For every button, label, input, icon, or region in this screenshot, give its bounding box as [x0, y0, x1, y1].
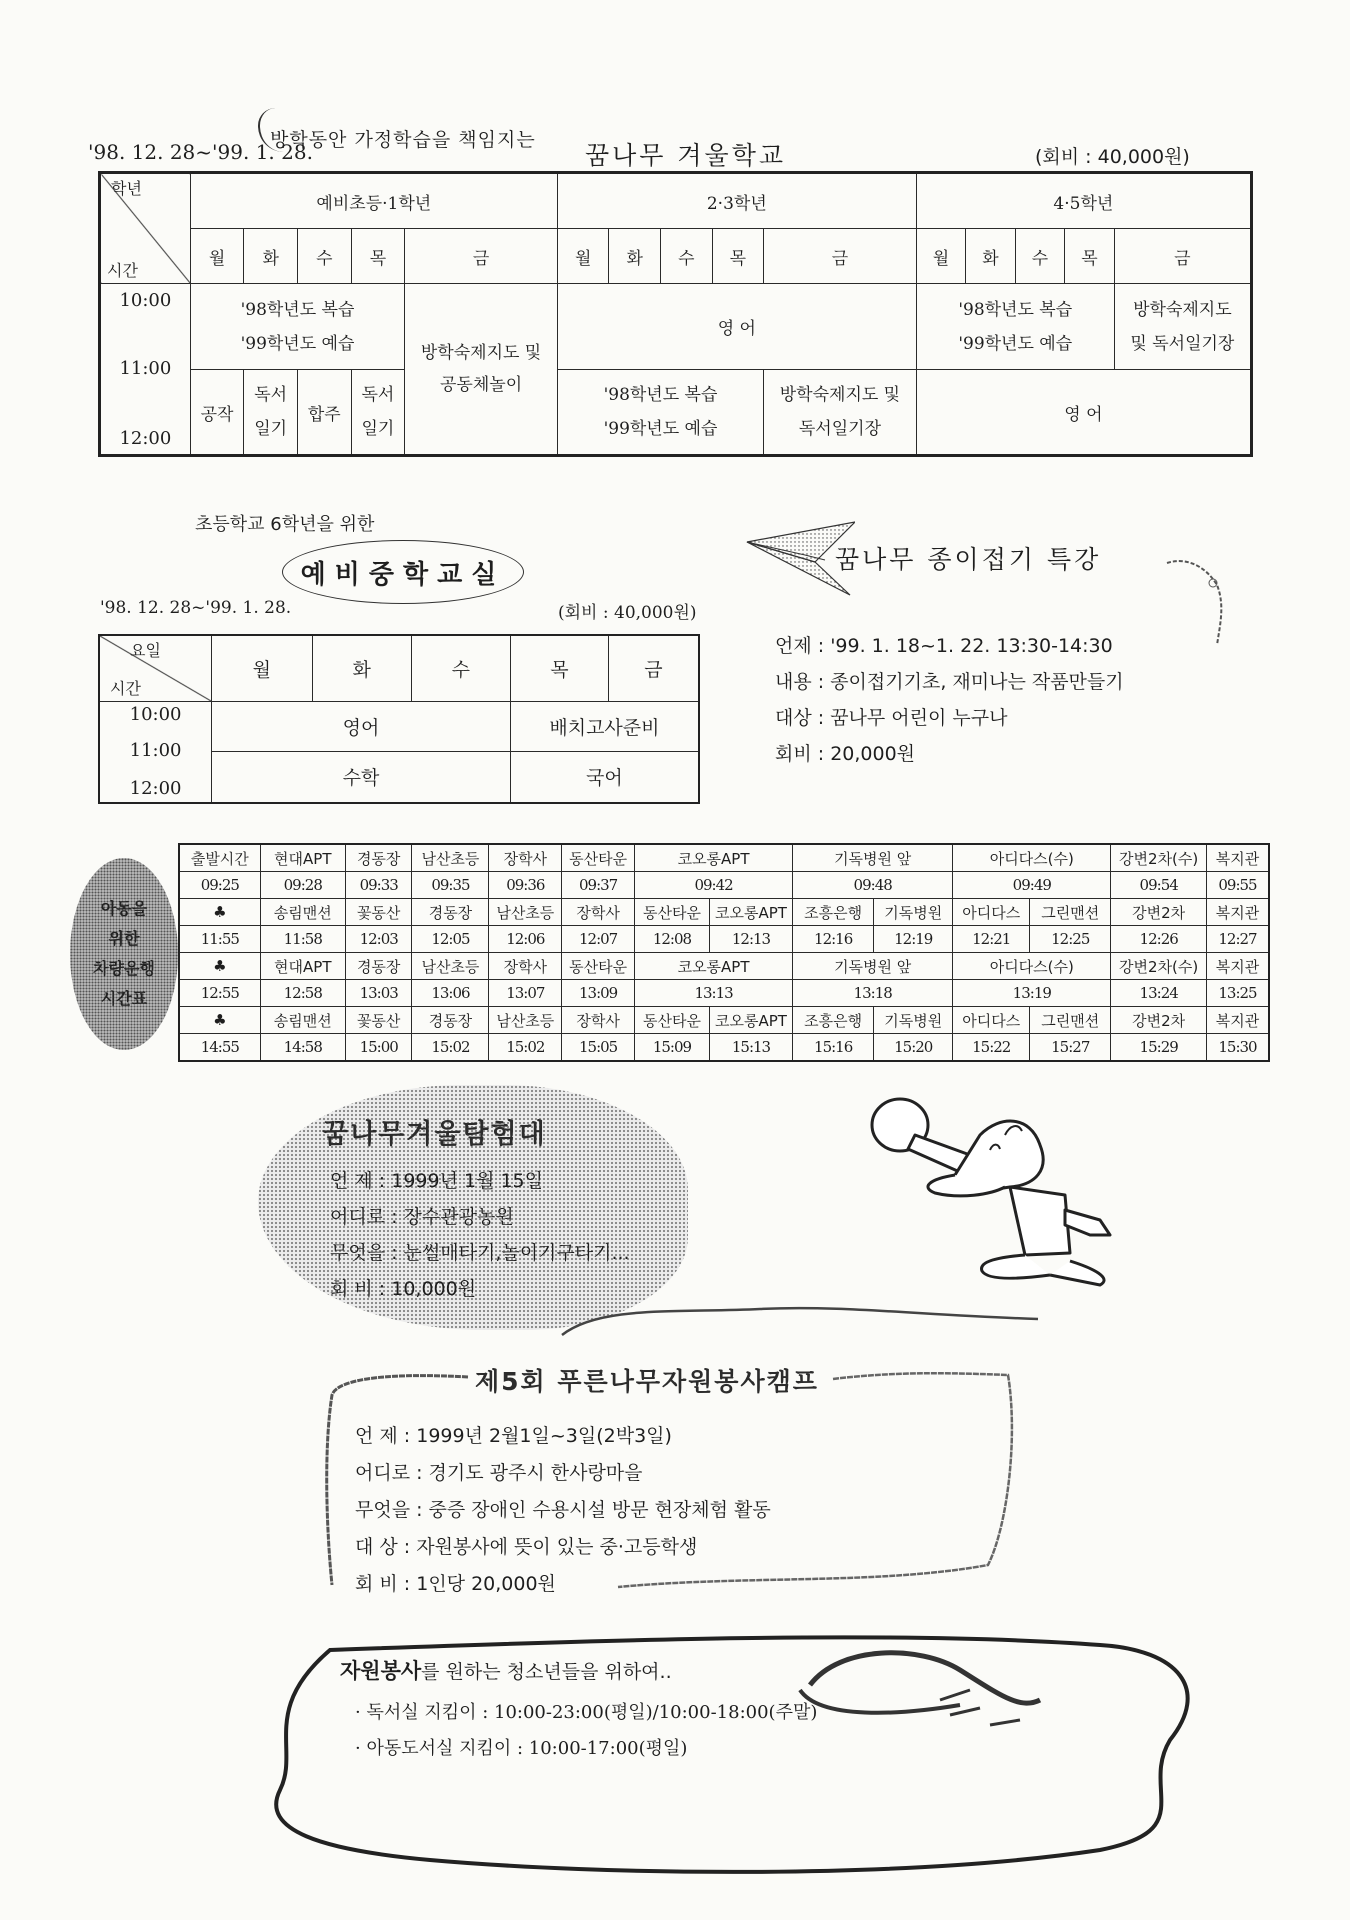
winter-school-timetable — [98, 171, 1253, 457]
scribble-line-decoration — [560, 1295, 1040, 1345]
camp-where: 어디로 : 경기도 광주시 한사랑마을 — [355, 1462, 643, 1484]
g45-review-preview: '98학년도 복습 '99학년도 예습 — [916, 284, 1114, 370]
winter-school-subtitle: 방학동안 가정학습을 책임지는 — [270, 129, 536, 151]
g45-friday-activity: 방학숙제지도 및 독서일기장 — [1114, 284, 1251, 370]
day-thu: 목 — [510, 635, 608, 701]
club-icon: ♣ — [179, 953, 260, 980]
expedition-where: 어디로 : 장수관광농원 — [330, 1206, 514, 1228]
day-mon: 월 — [557, 229, 609, 284]
pre-middle-dates: '98. 12. 28~'99. 1. 28. — [100, 598, 292, 618]
day-tue: 화 — [312, 635, 411, 701]
grade-header-g1: 예비초등·1학년 — [190, 173, 557, 229]
pre-middle-subtitle: 초등학교 6학년을 위한 — [195, 514, 375, 535]
winter-school-title: 꿈나무 겨울학교 — [585, 141, 786, 170]
expedition-when: 언 제 : 1999년 1월 15일 — [330, 1170, 543, 1192]
day-tue: 화 — [966, 229, 1016, 284]
origami-content: 내용 : 종이접기기초, 재미나는 작품만들기 — [775, 671, 1124, 693]
expedition-fee: 회 비 : 10,000원 — [330, 1278, 477, 1300]
bus-schedule-label-oval: 아동을 위한 차량운행 시간표 — [70, 858, 178, 1050]
g1-thu-reading-diary: 독서 일기 — [351, 370, 405, 456]
winter-school-dates: '98. 12. 28~'99. 1. 28. — [88, 140, 313, 164]
bus-timetable — [178, 843, 1270, 1062]
day-thu: 목 — [1065, 229, 1115, 284]
day-fri: 금 — [764, 229, 917, 284]
camp-target: 대 상 : 자원봉사에 뜻이 있는 중·고등학생 — [355, 1536, 698, 1558]
day-fri: 금 — [1114, 229, 1251, 284]
volunteer-reading-room: · 독서실 지킴이 : 10:00-23:00(평일)/10:00-18:00(주말) — [355, 1702, 818, 1723]
corner-label-time: 시간 — [107, 261, 138, 280]
volunteer-children-library: · 아동도서실 지킴이 : 10:00-17:00(평일) — [355, 1738, 688, 1759]
volunteer-opportunities — [355, 1695, 817, 1767]
day-thu: 목 — [351, 229, 405, 284]
time-column — [100, 284, 191, 456]
grade-time-corner-cell — [100, 173, 191, 284]
time-11: 11:00 — [119, 358, 172, 379]
g1-mon-craft: 공작 — [190, 370, 244, 456]
camp-fee: 회 비 : 1인당 20,000원 — [355, 1573, 556, 1595]
g1-wed-ensemble: 합주 — [298, 370, 352, 456]
g1-friday-activity: 방학숙제지도 및 공동체놀이 — [405, 284, 558, 456]
route-a-times-run-2: 12:55 12:58 13:03 13:06 13:07 13:09 13:13 13:18 13:19 13:24 13:25 — [179, 980, 1269, 1007]
g1-tue-reading-diary: 독서 일기 — [244, 370, 298, 456]
time-12: 12:00 — [129, 777, 182, 799]
winter-school-fee: (회비 : 40,000원) — [1035, 146, 1190, 168]
corner-label-day: 요일 — [130, 641, 161, 660]
expedition-title: 꿈나무겨울탐험대 — [322, 1119, 547, 1150]
route-b-stops-row: ♣ 송림맨션 꽃동산 경동장 남산초등 장학사 동산타운 코오롱APT 조흥은행 기독병원 아디다스 그린맨션 강변2차 복지관 — [179, 899, 1269, 926]
origami-when: 언제 : '99. 1. 18~1. 22. 13:30-14:30 — [775, 635, 1113, 657]
corner-label-grade: 학년 — [111, 179, 142, 198]
day-fri: 금 — [405, 229, 558, 284]
club-icon: ♣ — [179, 1007, 260, 1034]
origami-title: 꿈나무 종이접기 특강 — [835, 545, 1102, 574]
megaphone-mascot-icon — [860, 1075, 1120, 1295]
day-wed: 수 — [298, 229, 352, 284]
grade-header-g23: 2·3학년 — [557, 173, 916, 229]
origami-target: 대상 : 꿈나무 어린이 누구나 — [775, 707, 1008, 729]
string-doodle-icon — [1165, 555, 1235, 685]
volunteer-heading-bold: 자원봉사 — [340, 1659, 422, 1683]
grade-header-g45: 4·5학년 — [916, 173, 1251, 229]
g23-english: 영 어 — [557, 284, 916, 370]
route-a-stops-row-2: ♣ 현대APT 경동장 남산초등 장학사 동산타운 코오롱APT 기독병원 앞 아디다스(수) 강변2차(수) 복지관 — [179, 953, 1269, 980]
camp-when: 언 제 : 1999년 2월1일~3일(2박3일) — [355, 1425, 672, 1447]
mon-wed-math: 수학 — [212, 752, 511, 803]
day-mon: 월 — [916, 229, 966, 284]
expedition-details — [330, 1163, 630, 1307]
day-wed: 수 — [661, 229, 713, 284]
day-thu: 목 — [712, 229, 764, 284]
g23-friday-activity: 방학숙제지도 및 독서일기장 — [764, 370, 917, 456]
day-mon: 월 — [190, 229, 244, 284]
day-wed: 수 — [1015, 229, 1065, 284]
camp-what: 무엇을 : 중증 장애인 수용시설 방문 현장체험 활동 — [355, 1499, 771, 1521]
route-b-times-run-1: 11:55 11:58 12:03 12:05 12:06 12:07 12:08 12:13 12:16 12:19 12:21 12:25 12:26 12:27 — [179, 926, 1269, 953]
day-mon: 월 — [212, 635, 312, 701]
route-b-stops-row-2: ♣ 송림맨션 꽃동산 경동장 남산초등 장학사 동산타운 코오롱APT 조흥은행 기독병원 아디다스 그린맨션 강변2차 복지관 — [179, 1007, 1269, 1034]
camp-details — [355, 1418, 771, 1603]
route-a-times-run-1: 09:25 09:28 09:33 09:35 09:36 09:37 09:42 09:48 09:49 09:54 09:55 — [179, 872, 1269, 899]
thu-fri-korean: 국어 — [510, 752, 699, 803]
time-column — [99, 701, 212, 803]
time-10: 10:00 — [129, 703, 182, 725]
corner-label-time: 시간 — [110, 678, 141, 698]
g23-review-preview: '98학년도 복습 '99학년도 예습 — [557, 370, 763, 456]
mon-wed-english: 영어 — [212, 701, 511, 752]
time-12: 12:00 — [119, 428, 172, 449]
route-b-times-run-2: 14:55 14:58 15:00 15:02 15:02 15:05 15:09 15:13 15:16 15:20 15:22 15:27 15:29 15:30 — [179, 1034, 1269, 1062]
pre-middle-title-oval — [282, 540, 524, 604]
day-tue: 화 — [244, 229, 298, 284]
camp-title: 제5회 푸른나무자원봉사캠프 — [475, 1367, 819, 1396]
time-10: 10:00 — [119, 290, 172, 311]
club-icon: ♣ — [179, 899, 260, 926]
route-a-stops-row: 출발시간 현대APT 경동장 남산초등 장학사 동산타운 코오롱APT 기독병원 앞 아디다스(수) 강변2차(수) 복지관 — [179, 844, 1269, 872]
time-11: 11:00 — [129, 739, 182, 761]
day-wed: 수 — [411, 635, 510, 701]
day-tue: 화 — [609, 229, 661, 284]
pre-middle-fee: (회비 : 40,000원) — [558, 603, 697, 623]
pre-middle-title: 예비중학교실 — [300, 559, 506, 590]
g45-english: 영 어 — [916, 370, 1251, 456]
pre-middle-timetable — [98, 634, 700, 804]
g1-review-preview: '98학년도 복습 '99학년도 예습 — [190, 284, 405, 370]
day-fri: 금 — [608, 635, 699, 701]
origami-details — [775, 628, 1124, 772]
day-time-corner-cell — [99, 635, 212, 701]
expedition-what: 무엇을 : 눈썰매타기,놀이기구타기... — [330, 1242, 630, 1264]
thu-fri-placement-test: 배치고사준비 — [510, 701, 699, 752]
origami-fee: 회비 : 20,000원 — [775, 743, 916, 765]
volunteer-heading: 자원봉사를 원하는 청소년들을 위하여.. — [340, 1659, 672, 1683]
